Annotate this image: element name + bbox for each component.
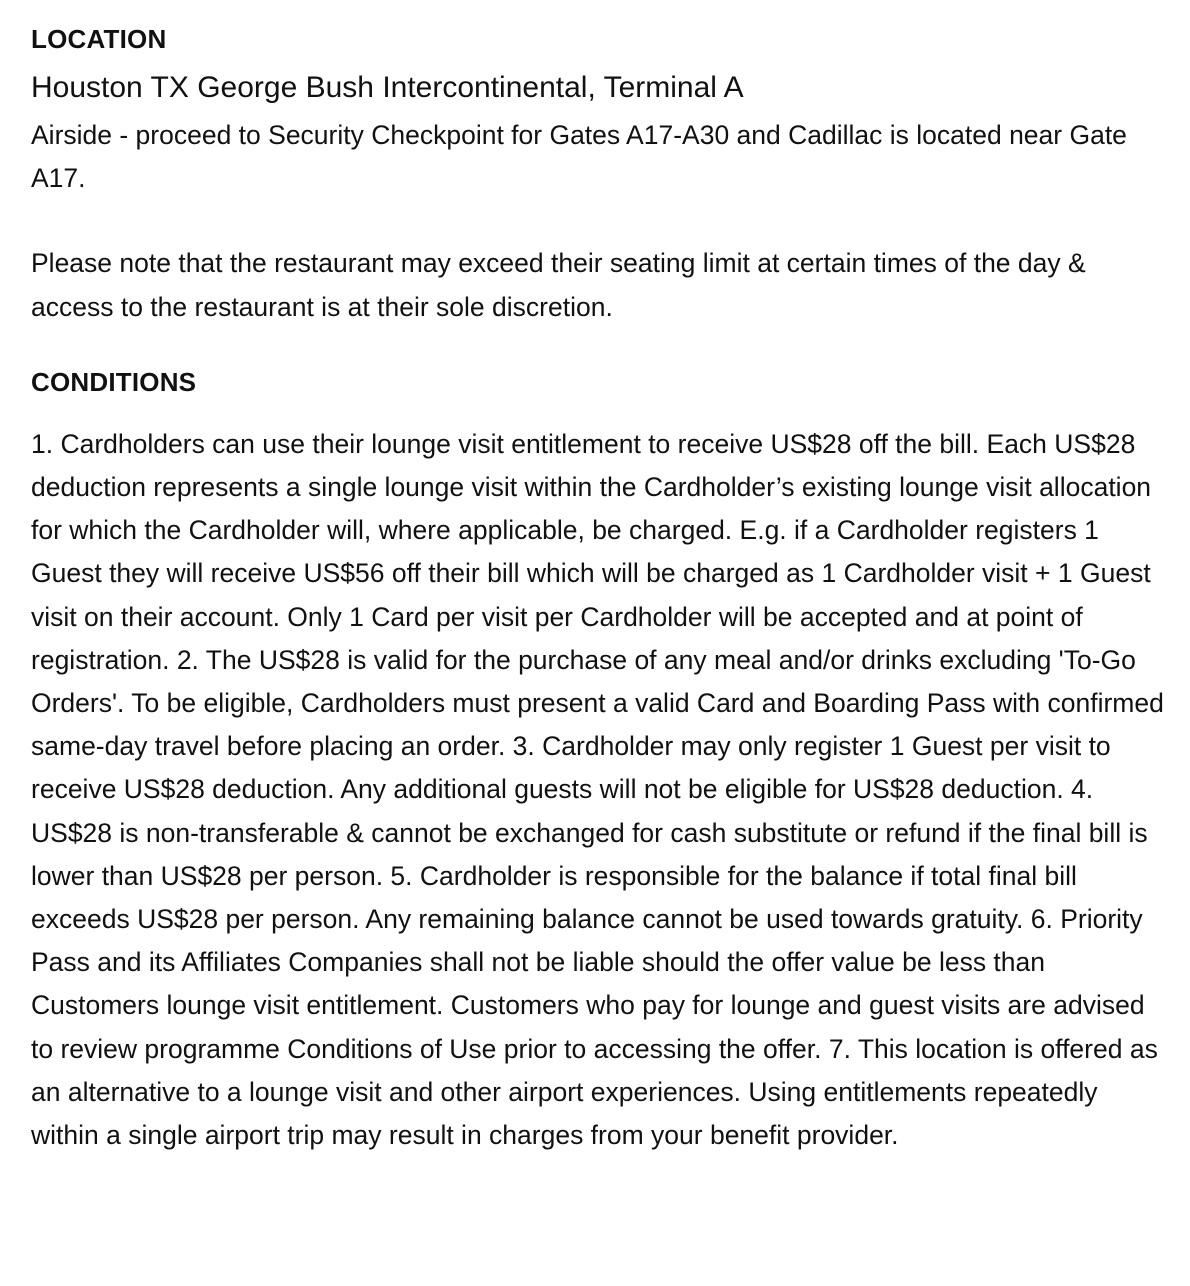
paragraph-spacer <box>31 200 1164 242</box>
location-directions: Airside - proceed to Security Checkpoint for Gates A17-A30 and Cadillac is located near Gate A17. <box>31 120 1127 194</box>
location-heading: LOCATION <box>31 24 167 54</box>
location-note: Please note that the restaurant may exceed their seating limit at certain times of the day & access to the restaurant is at their sole discretion. <box>31 248 1086 322</box>
conditions-heading: CONDITIONS <box>31 366 197 397</box>
conditions-text: 1. Cardholders can use their lounge visit entitlement to receive US$28 off the bill. Each US$28 deduction represents a single lounge visit within the Cardholder’s existing lounge visit allocation for which the Cardholder will, where applicable, be charged. E.g. if a Cardholder registers 1 Guest they will receive US$56 off their bill which will be charged as 1 Cardholder visit + 1 Guest visit on their account. Only 1 Card per visit per Cardholder will be accepted and at point of registration. 2. The US$28 is valid for the purchase of any meal and/or drinks excluding 'To-Go Orders'. To be eligible, Cardholders must present a valid Card and Boarding Pass with confirmed same-day travel before placing an order. 3. Cardholder may only register 1 Guest per visit to receive US$28 deduction. Any additional guests will not be eligible for US$28 deduction. 4. US$28 is non-transferable & cannot be exchanged for cash substitute or refund if the final bill is lower than US$28 per person. 5. Cardholder is responsible for the balance if total final bill exceeds US$28 per person. Any remaining balance cannot be used towards gratuity. 6. Priority Pass and its Affiliates Companies shall not be liable should the offer value be less than Customers lounge visit entitlement. Customers who pay for lounge and guest visits are advised to review programme Conditions of Use prior to accessing the offer. 7. This location is offered as an alternative to a lounge visit and other airport experiences. Using entitlements repeatedly within a single airport trip may result in charges from your benefit provider. <box>31 428 1164 1151</box>
location-section <box>31 22 1164 329</box>
conditions-section <box>31 365 1164 1157</box>
location-name: Houston TX George Bush Intercontinental, Terminal A <box>31 71 744 104</box>
